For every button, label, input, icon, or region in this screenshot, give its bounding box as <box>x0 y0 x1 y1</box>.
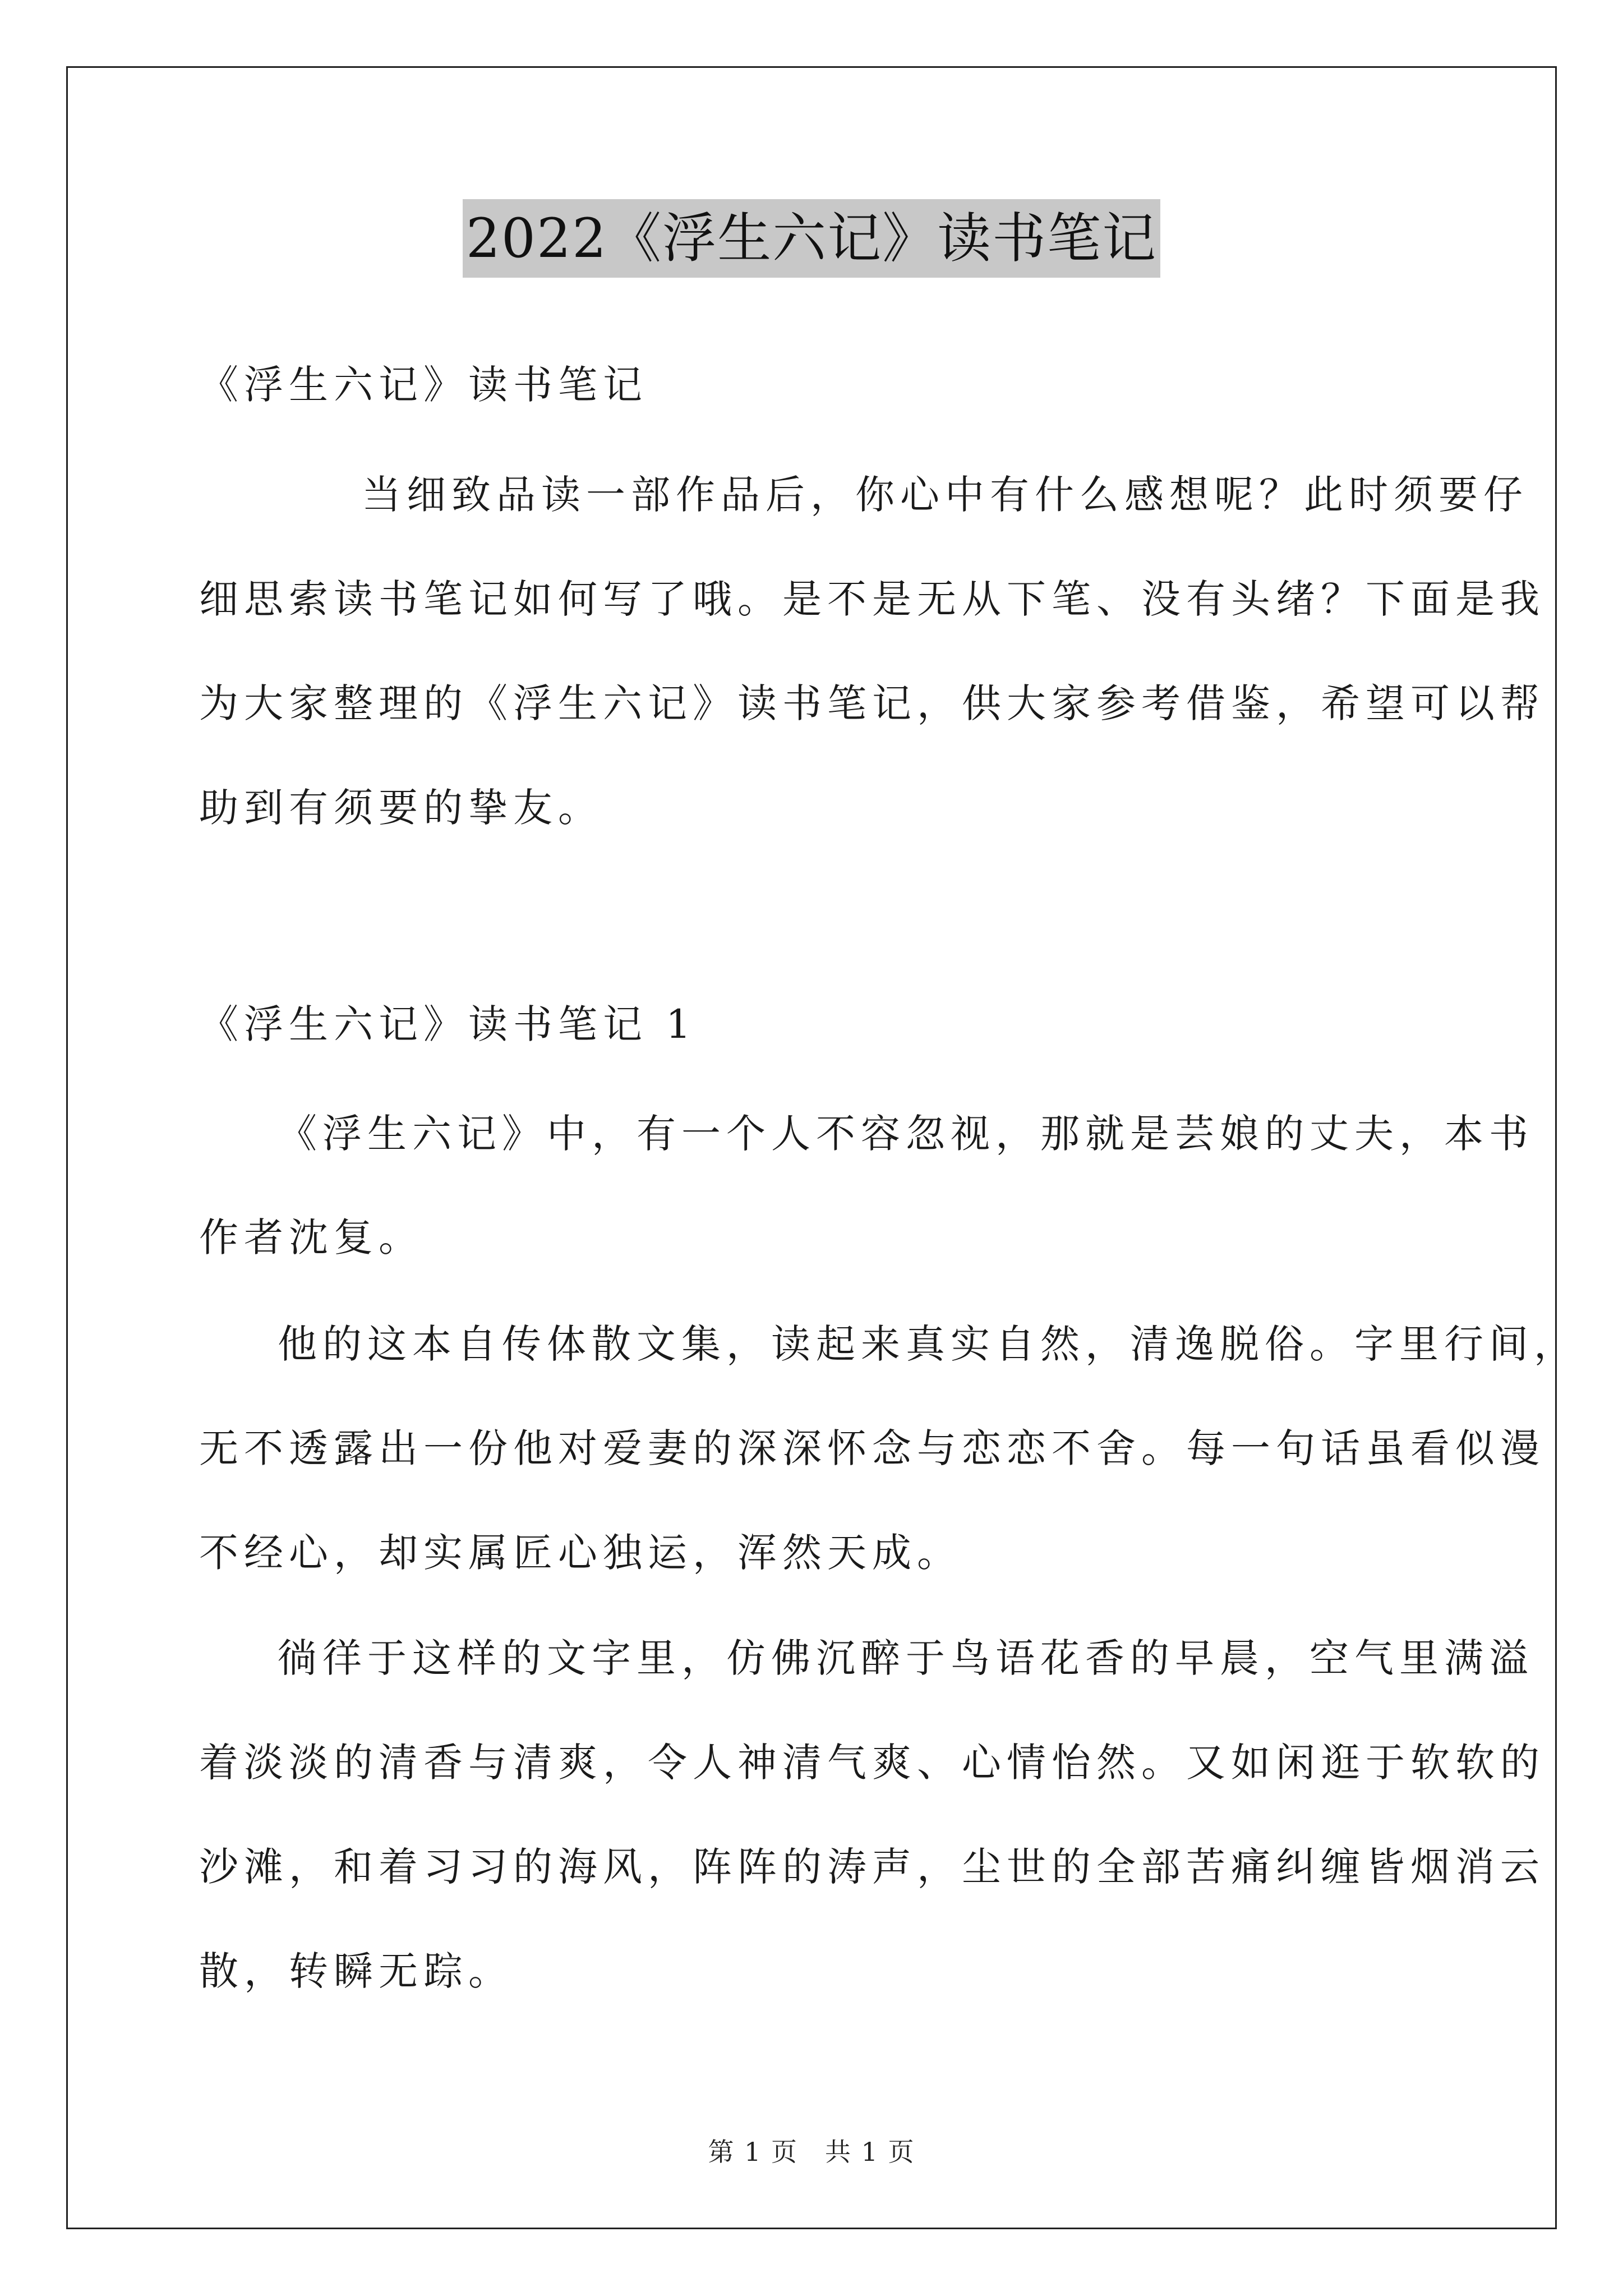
paragraph-line: 不经心，却实属匠心独运，浑然天成。 <box>199 1530 962 1576</box>
intro-line: 当细致品读一部作品后，你心中有什么感想呢？此时须要仔 <box>362 472 1528 518</box>
intro-line: 为大家整理的《浮生六记》读书笔记，供大家参考借鉴，希望可以帮 <box>199 680 1545 726</box>
document-title: 2022《浮生六记》读书笔记 <box>463 199 1160 278</box>
intro-line: 助到有须要的挚友。 <box>199 785 603 831</box>
title-container <box>0 199 1623 278</box>
paragraph-line: 着淡淡的清香与清爽，令人神清气爽、心情怡然。又如闲逛于软软的 <box>199 1740 1545 1786</box>
paragraph-line: 他的这本自传体散文集，读起来真实自然，清逸脱俗。字里行间， <box>278 1321 1579 1367</box>
paragraph-line: 沙滩，和着习习的海风，阵阵的涛声，尘世的全部苦痛纠缠皆烟消云 <box>199 1844 1545 1890</box>
paragraph-line: 《浮生六记》中，有一个人不容忽视，那就是芸娘的丈夫，本书 <box>278 1111 1534 1157</box>
paragraph-line: 徜徉于这样的文字里，仿佛沉醉于鸟语花香的早晨，空气里满溢 <box>278 1635 1534 1681</box>
subtitle: 《浮生六记》读书笔记 <box>199 362 648 408</box>
page-footer: 第 1 页 共 1 页 <box>708 2137 915 2167</box>
intro-line: 细思索读书笔记如何写了哦。是不是无从下笔、没有头绪？下面是我 <box>199 576 1545 622</box>
paragraph-line: 作者沈复。 <box>199 1214 423 1260</box>
paragraph-line: 散，转瞬无踪。 <box>199 1948 513 1994</box>
paragraph-line: 无不透露出一份他对爱妻的深深怀念与恋恋不舍。每一句话虽看似漫 <box>199 1425 1545 1471</box>
section-heading: 《浮生六记》读书笔记 1 <box>199 1001 697 1047</box>
